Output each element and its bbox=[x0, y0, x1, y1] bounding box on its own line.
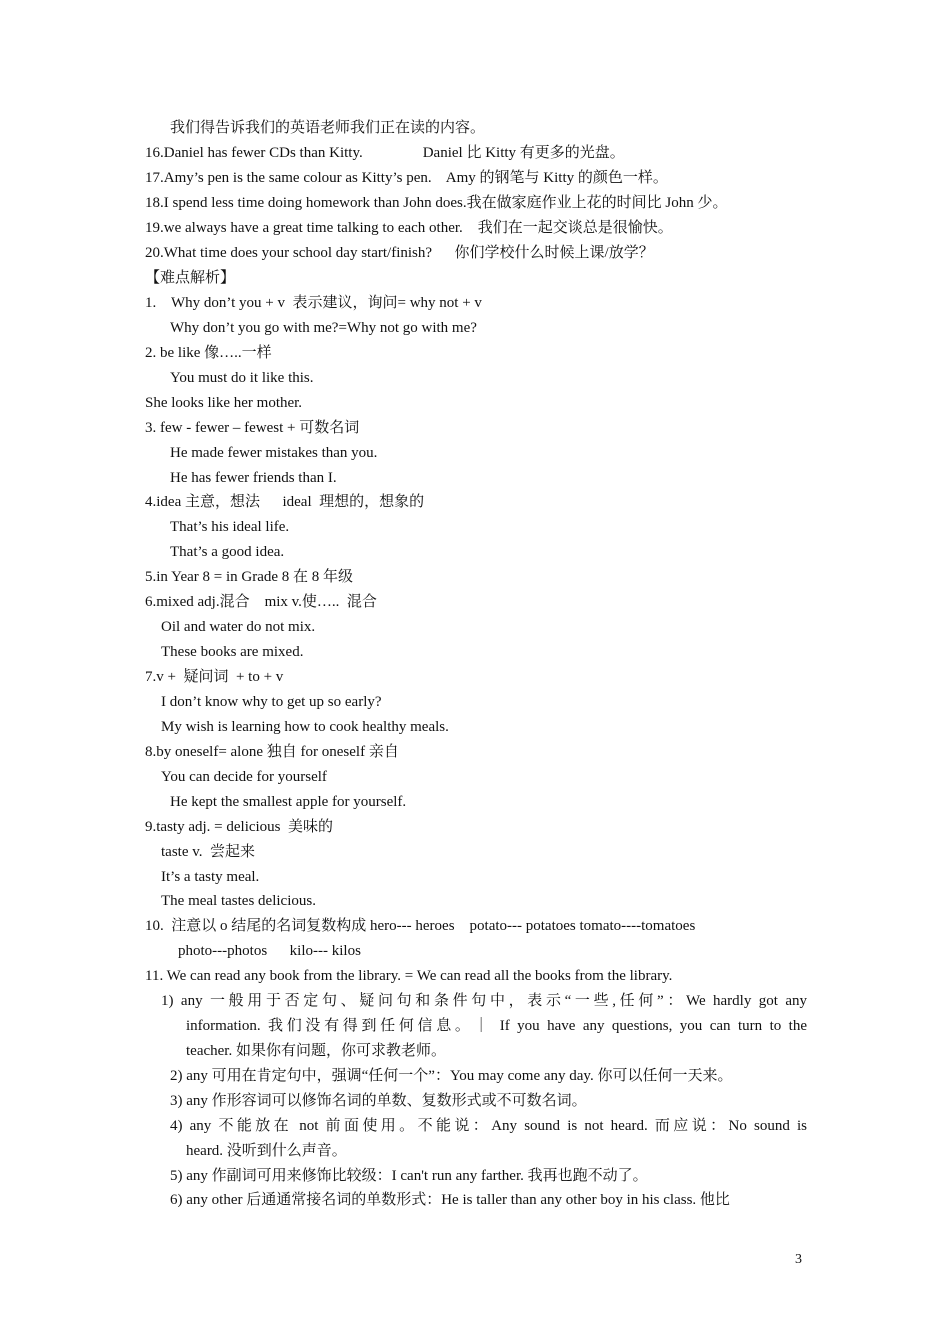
sub-point-2: 2) any 可用在肯定句中，强调“任何一个”：You may come any day. 你可以任何一天来。 bbox=[170, 1068, 733, 1084]
point-2: 2. be like 像…..一样 bbox=[145, 345, 272, 361]
example-line: photo---photos kilo--- kilos bbox=[178, 943, 361, 959]
sentence-20: 20.What time does your school day start/finish? 你们学校什么时候上课/放学？ bbox=[145, 245, 654, 261]
example-line: You can decide for yourself bbox=[161, 769, 327, 785]
point-5: 5.in Year 8 = in Grade 8 在 8 年级 bbox=[145, 569, 354, 585]
point-7: 7.v + 疑问词 + to + v bbox=[145, 669, 284, 685]
example-line: You must do it like this. bbox=[170, 370, 314, 386]
sentence-16: 16.Daniel has fewer CDs than Kitty. Daniel 比 Kitty 有更多的光盘。 bbox=[145, 145, 625, 161]
point-1: 1. Why don’t you + v 表示建议，询问= why not + v bbox=[145, 295, 482, 311]
example-line: He kept the smallest apple for yourself. bbox=[170, 794, 407, 810]
example-line: My wish is learning how to cook healthy meals. bbox=[161, 719, 449, 735]
example-line: taste v. 尝起来 bbox=[161, 844, 256, 860]
point-3: 3. few - fewer – fewest + 可数名词 bbox=[145, 420, 360, 436]
page-number: 3 bbox=[795, 1252, 802, 1267]
sub-point-1-cont: teacher. 如果你有问题，你可求教老师。 bbox=[186, 1043, 446, 1059]
sub-point-4: 4) any 不能放在 not 前面使用。不能说：Any sound is not heard. 而应说：No sound is bbox=[170, 1118, 807, 1134]
point-11: 11. We can read any book from the library. = We can read all the books from the library. bbox=[145, 968, 673, 984]
example-line: Why don’t you go with me?=Why not go with me? bbox=[170, 320, 477, 336]
example-line: She looks like her mother. bbox=[145, 395, 303, 411]
example-line: He has fewer friends than I. bbox=[170, 470, 337, 486]
example-line: That’s his ideal life. bbox=[170, 519, 290, 535]
example-line: It’s a tasty meal. bbox=[161, 869, 260, 885]
example-line: That’s a good idea. bbox=[170, 544, 285, 560]
example-line: He made fewer mistakes than you. bbox=[170, 445, 378, 461]
point-10: 10. 注意以 o 结尾的名词复数构成 hero--- heroes potato--- potatoes tomato----tomatoes bbox=[145, 918, 696, 934]
sentence-19: 19.we always have a great time talking to each other. 我们在一起交谈总是很愉快。 bbox=[145, 220, 673, 236]
example-line: The meal tastes delicious. bbox=[161, 893, 316, 909]
section-heading: 【难点解析】 bbox=[145, 270, 236, 286]
point-9: 9.tasty adj. = delicious 美味的 bbox=[145, 819, 334, 835]
example-line: I don’t know why to get up so early? bbox=[161, 694, 382, 710]
sub-point-1: 1) any 一般用于否定句、疑问句和条件句中，表示“一些,任何”：We hardly got any bbox=[161, 993, 807, 1009]
example-line: Oil and water do not mix. bbox=[161, 619, 316, 635]
sub-point-6: 6) any other 后通通常接名词的单数形式：He is taller than any other boy in his class. 他比 bbox=[170, 1192, 730, 1208]
point-8: 8.by oneself= alone 独自 for oneself 亲自 bbox=[145, 744, 399, 760]
text-line: 我们得告诉我们的英语老师我们正在读的内容。 bbox=[170, 120, 486, 136]
point-6: 6.mixed adj.混合 mix v.使….. 混合 bbox=[145, 594, 377, 610]
point-4: 4.idea 主意，想法 ideal 理想的，想象的 bbox=[145, 494, 425, 510]
sub-point-5: 5) any 作副词可用来修饰比较级：I can't run any farther. 我再也跑不动了。 bbox=[170, 1168, 648, 1184]
sub-point-1-cont: information. 我们没有得到任何信息。｜ If you have any questions, you can turn to the bbox=[186, 1018, 807, 1034]
sub-point-3: 3) any 作形容词可以修饰名词的单数、复数形式或不可数名词。 bbox=[170, 1093, 587, 1109]
sub-point-4-cont: heard. 没听到什么声音。 bbox=[186, 1143, 347, 1159]
sentence-18: 18.I spend less time doing homework than John does.我在做家庭作业上花的时间比 John 少。 bbox=[145, 195, 728, 211]
example-line: These books are mixed. bbox=[161, 644, 304, 660]
sentence-17: 17.Amy’s pen is the same colour as Kitty’s pen. Amy 的钢笔与 Kitty 的颜色一样。 bbox=[145, 170, 668, 186]
